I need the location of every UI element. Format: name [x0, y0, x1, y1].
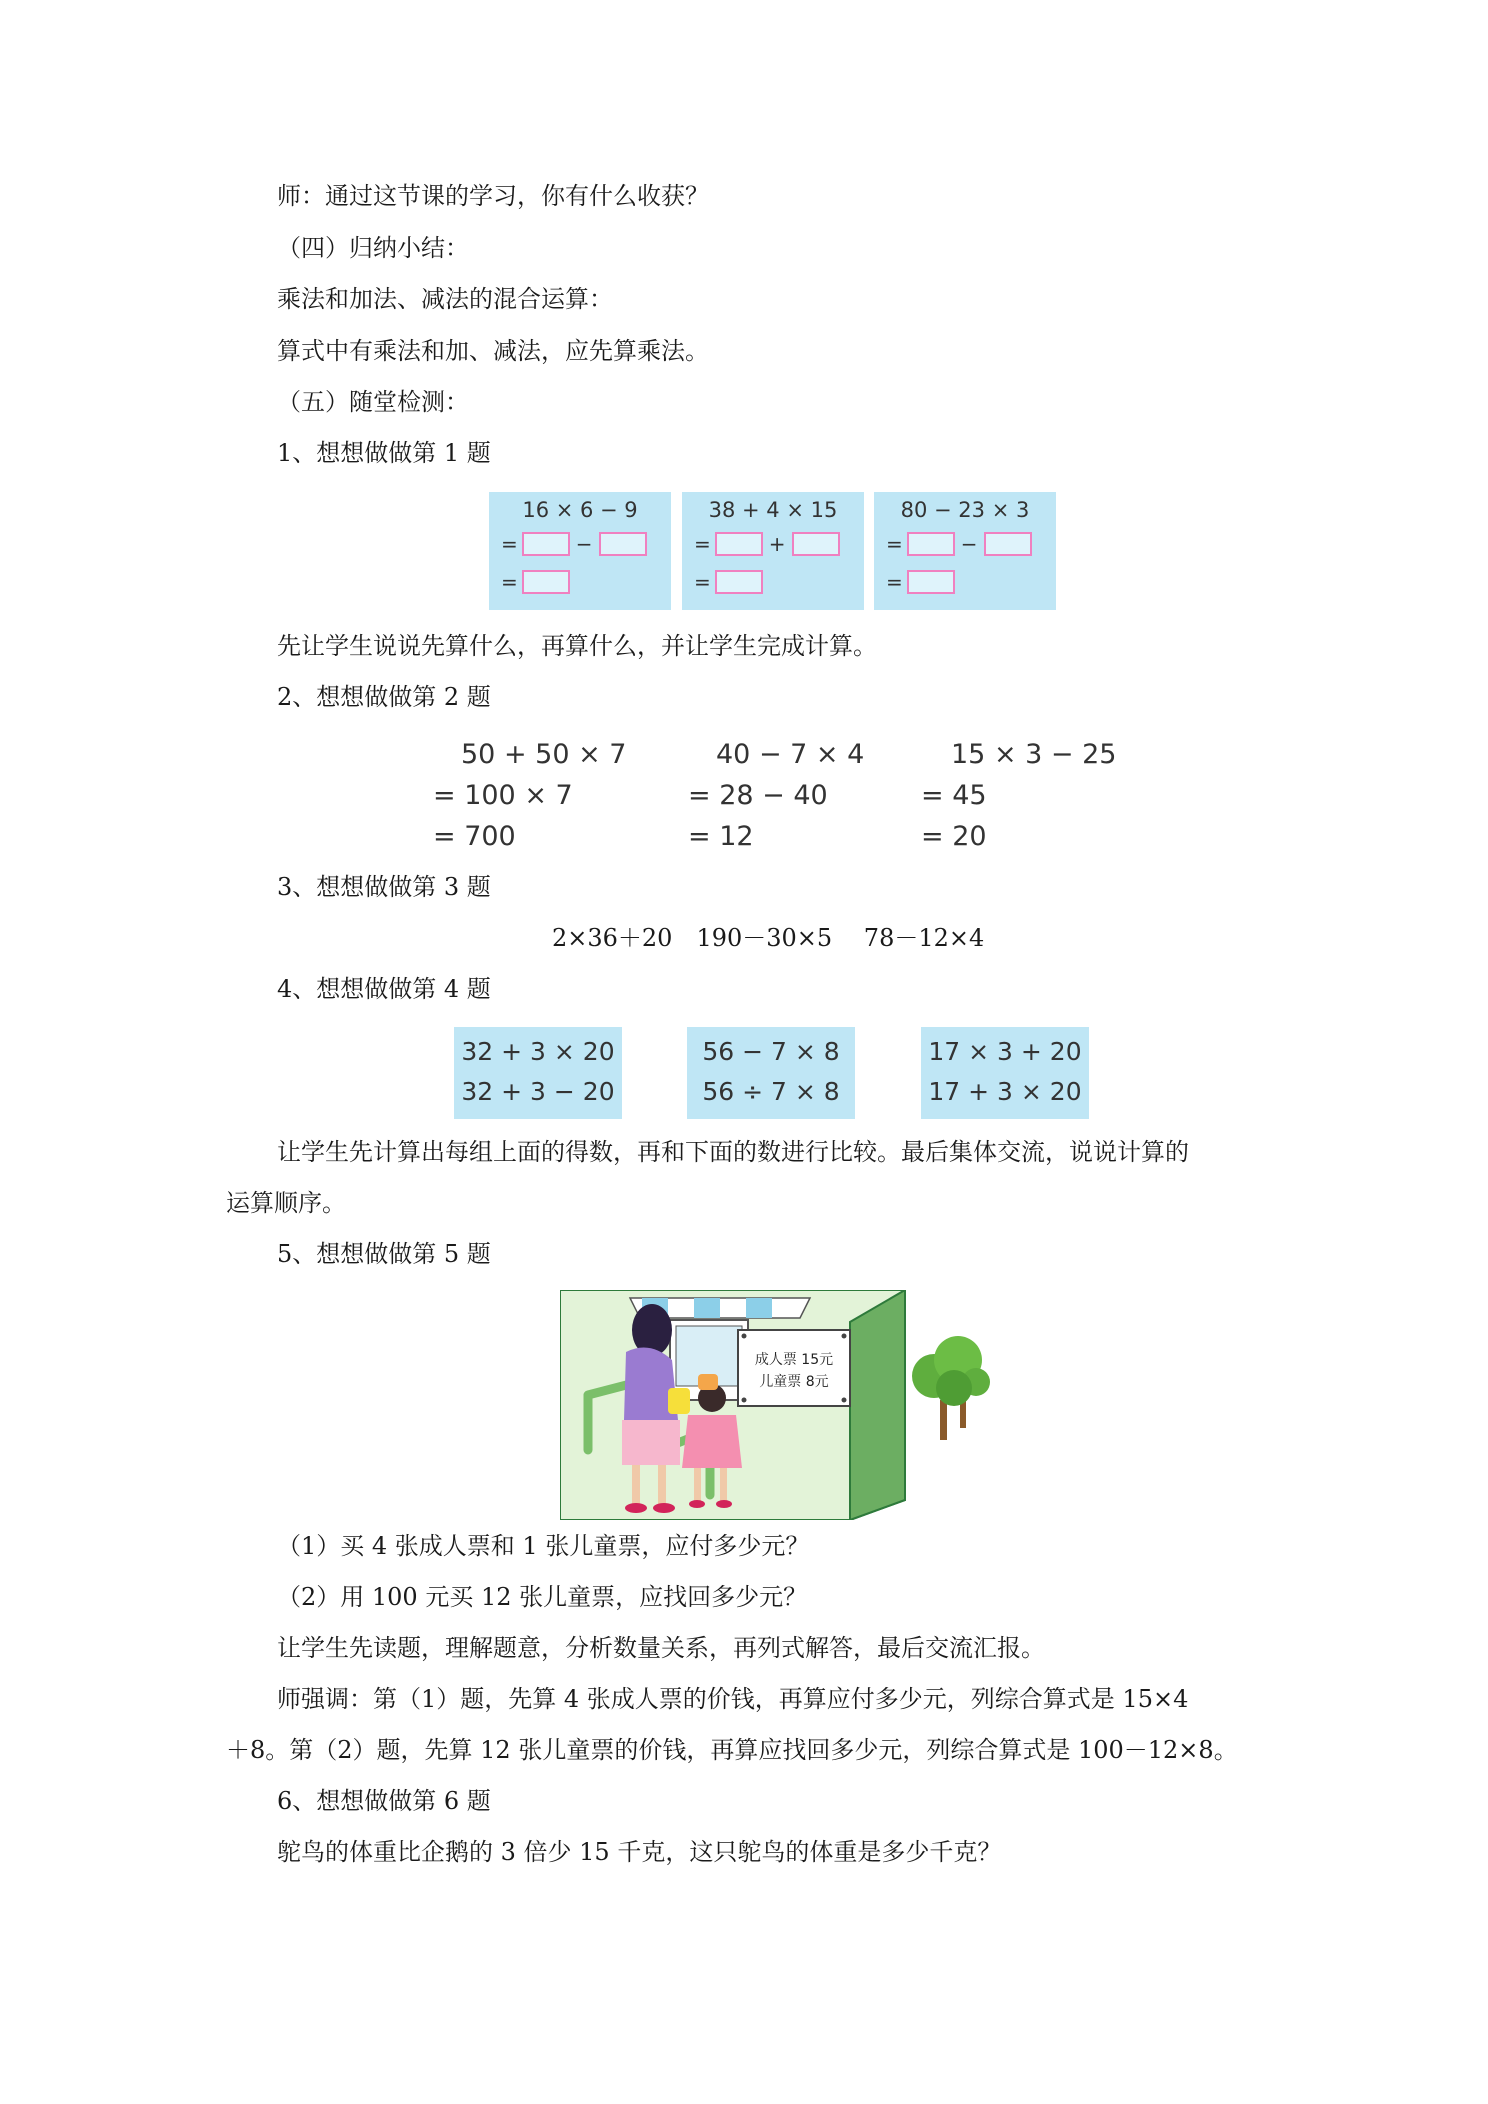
text-line: 乘法和加法、减法的混合运算： — [277, 285, 613, 313]
answer-box[interactable] — [715, 532, 763, 556]
exercise4-box-2 — [687, 1027, 855, 1119]
exercise2-column-3 — [921, 734, 1116, 857]
operator: + — [768, 532, 786, 556]
answer-box[interactable] — [522, 570, 570, 594]
expression: 32 + 3 × 20 — [461, 1037, 615, 1066]
exercise4-box-1 — [454, 1027, 622, 1119]
step: 15 × 3 − 25 — [951, 739, 1117, 770]
step: = 20 — [921, 821, 987, 852]
exercise1-box-3 — [874, 492, 1056, 610]
equals-sign: = — [886, 532, 903, 556]
answer-box[interactable] — [792, 532, 840, 556]
expression: 17 + 3 × 20 — [928, 1077, 1082, 1106]
equals-sign: = — [694, 570, 711, 594]
text-line: 师：通过这节课的学习，你有什么收获？ — [277, 182, 709, 210]
exercise-title: 2、想想做做第 2 题 — [277, 683, 491, 711]
answer-box[interactable] — [599, 532, 647, 556]
answer-box[interactable] — [715, 570, 763, 594]
tree — [912, 1336, 990, 1440]
answer-box[interactable] — [522, 532, 570, 556]
step: = 28 − 40 — [688, 780, 828, 811]
step: = 12 — [688, 821, 754, 852]
equals-sign: = — [694, 532, 711, 556]
question-1: （1）买 4 张成人票和 1 张儿童票，应付多少元？ — [277, 1532, 810, 1560]
step: = 700 — [433, 821, 516, 852]
step: 50 + 50 × 7 — [461, 739, 627, 770]
text-line: 鸵鸟的体重比企鹅的 3 倍少 15 千克，这只鸵鸟的体重是多少千克？ — [277, 1838, 1002, 1866]
heading-summary: （四）归纳小结： — [277, 234, 469, 262]
text-line: 运算顺序。 — [226, 1189, 346, 1217]
step: = 45 — [921, 780, 987, 811]
equals-sign: = — [501, 570, 518, 594]
ticket-window-illustration — [560, 1290, 990, 1520]
expression: 32 + 3 − 20 — [461, 1077, 615, 1106]
expression: 56 ÷ 7 × 8 — [702, 1077, 840, 1106]
heading-check: （五）随堂检测： — [277, 388, 469, 416]
child-ticket-price: 儿童票 8元 — [759, 1374, 829, 1390]
expression: 56 − 7 × 8 — [702, 1037, 840, 1066]
expression: 17 × 3 + 20 — [928, 1037, 1082, 1066]
adult-ticket-price: 成人票 15元 — [754, 1352, 834, 1368]
text-line: 让学生先计算出每组上面的得数，再和下面的数进行比较。最后集体交流，说说计算的 — [277, 1138, 1189, 1166]
expression: 16 × 6 − 9 — [522, 498, 638, 522]
ticket-price-sign — [738, 1330, 850, 1406]
exercise-title: 3、想想做做第 3 题 — [277, 873, 491, 901]
answer-box[interactable] — [907, 532, 955, 556]
equals-sign: = — [501, 532, 518, 556]
exercise-title: 5、想想做做第 5 题 — [277, 1240, 491, 1268]
exercise2-column-2 — [688, 734, 864, 857]
answer-box[interactable] — [907, 570, 955, 594]
text-line: ＋8。第（2）题，先算 12 张儿童票的价钱，再算应找回多少元，列综合算式是 100－12×8。 — [226, 1736, 1238, 1764]
equals-sign: = — [886, 570, 903, 594]
step: = 100 × 7 — [433, 780, 573, 811]
exercise1-box-2 — [682, 492, 864, 610]
operator: − — [575, 532, 593, 556]
expression: 38 + 4 × 15 — [708, 498, 838, 522]
text-line: 让学生先读题，理解题意，分析数量关系，再列式解答，最后交流汇报。 — [277, 1634, 1045, 1662]
exercise-title: 4、想想做做第 4 题 — [277, 975, 491, 1003]
step: 40 − 7 × 4 — [716, 739, 865, 770]
exercise1-box-1 — [489, 492, 671, 610]
text-line: 算式中有乘法和加、减法，应先算乘法。 — [277, 337, 709, 365]
exercise4-box-3 — [921, 1027, 1089, 1119]
exercise3-expressions: 2×36＋20 190－30×5 78－12×4 — [552, 924, 985, 952]
exercise-title: 1、想想做做第 1 题 — [277, 439, 491, 467]
answer-box[interactable] — [984, 532, 1032, 556]
exercise2-column-1 — [433, 734, 626, 857]
text-line: 师强调：第（1）题，先算 4 张成人票的价钱，再算应付多少元，列综合算式是 15×4 — [277, 1685, 1189, 1713]
expression: 80 − 23 × 3 — [900, 498, 1030, 522]
operator: − — [960, 532, 978, 556]
question-2: （2）用 100 元买 12 张儿童票，应找回多少元？ — [277, 1583, 808, 1611]
exercise-title: 6、想想做做第 6 题 — [277, 1787, 491, 1815]
text-line: 先让学生说说先算什么，再算什么，并让学生完成计算。 — [277, 632, 877, 660]
